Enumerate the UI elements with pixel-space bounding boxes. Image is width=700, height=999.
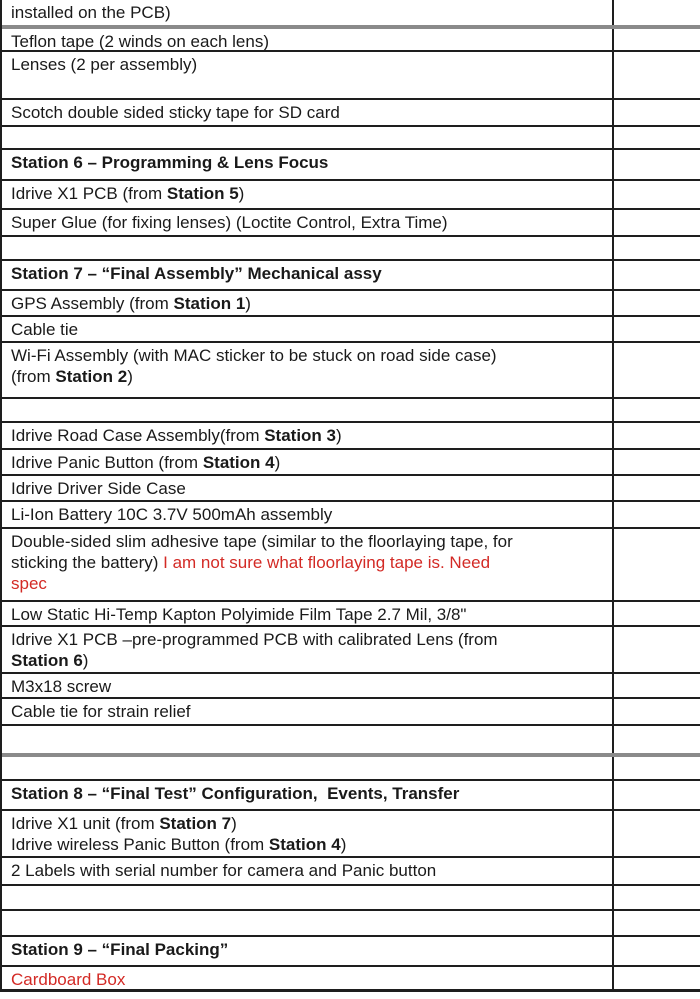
- empty-item-cell: [2, 757, 614, 779]
- item-text-line: [11, 478, 602, 499]
- item-cell: [2, 317, 614, 341]
- item-text: ): [274, 453, 281, 472]
- table-row: [2, 781, 700, 811]
- blank-cell: [614, 967, 700, 989]
- blank-cell: [614, 423, 700, 448]
- item-text-line: [11, 183, 602, 204]
- blank-cell: [614, 858, 700, 884]
- blank-cell: [614, 886, 700, 909]
- blank-cell: [614, 100, 700, 125]
- item-cell: [2, 627, 614, 672]
- blank-cell: [614, 0, 700, 25]
- blank-cell: [614, 699, 700, 724]
- item-text-line: [11, 452, 602, 473]
- table-row: [2, 29, 700, 52]
- item-text-line: [11, 969, 602, 989]
- blank-cell: [614, 450, 700, 474]
- blank-cell: [614, 261, 700, 289]
- item-cell: [2, 181, 614, 208]
- empty-item-cell: [2, 399, 614, 421]
- item-text: Wi-Fi Assembly (with MAC sticker to be stuck on road side case): [11, 346, 497, 365]
- item-text: Idrive wireless Panic Button (from: [11, 835, 269, 854]
- item-cell: [2, 967, 614, 989]
- table-row: [2, 674, 700, 699]
- item-text-line: [11, 860, 602, 881]
- table-row: [2, 502, 700, 529]
- blank-cell: [614, 627, 700, 672]
- item-text: ): [245, 294, 251, 313]
- bold-text-run: Station 4: [268, 835, 341, 854]
- table-row: [2, 210, 700, 237]
- item-cell: [2, 937, 614, 965]
- item-text-line: [11, 212, 602, 233]
- table-row: [2, 423, 700, 450]
- item-text: Cable tie: [11, 320, 79, 339]
- red-note-text: spec: [11, 574, 47, 593]
- bold-text-run: Station 7: [159, 814, 232, 833]
- table-row: [2, 450, 700, 476]
- item-cell: [2, 529, 614, 600]
- item-cell: [2, 291, 614, 315]
- item-text: (from: [11, 367, 56, 386]
- blank-cell: [614, 726, 700, 753]
- red-note-text: Cardboard Box: [11, 970, 126, 989]
- item-text-line: [11, 573, 602, 594]
- item-text-line: [11, 629, 602, 650]
- blank-cell: [614, 127, 700, 148]
- item-text-line: [11, 31, 602, 50]
- bold-text-run: Station 5: [166, 184, 239, 203]
- item-text-line: [11, 366, 602, 387]
- item-text-line: [11, 152, 602, 173]
- bold-text-run: Station 9 – “Final Packing”: [11, 940, 229, 959]
- item-text-line: [11, 293, 602, 314]
- item-cell: [2, 858, 614, 884]
- bold-text-run: Station 3: [264, 426, 336, 445]
- table-row: [2, 886, 700, 911]
- item-text: Idrive X1 unit (from: [11, 814, 160, 833]
- bold-text-run: Station 6 – Programming & Lens Focus: [11, 153, 329, 172]
- blank-cell: [614, 529, 700, 600]
- item-text: M3x18 screw: [11, 677, 112, 696]
- table-row: [2, 476, 700, 502]
- blank-cell: [614, 237, 700, 259]
- item-text: Idrive Panic Button (from: [11, 453, 203, 472]
- item-text: Teflon tape (2 winds on each lens): [11, 32, 269, 50]
- item-text: ): [127, 367, 133, 386]
- item-text-line: [11, 319, 602, 340]
- table-row: [2, 237, 700, 261]
- item-text-line: [11, 939, 602, 960]
- item-text: Idrive X1 PCB (from: [11, 184, 167, 203]
- item-text-line: [11, 54, 602, 75]
- bold-text-run: Station 4: [202, 453, 275, 472]
- item-text-line: [11, 650, 602, 671]
- item-cell: [2, 210, 614, 235]
- table-row: [2, 291, 700, 317]
- item-cell: [2, 781, 614, 809]
- bold-text-run: Station 8 – “Final Test” Configuration, Events, Transfer: [11, 784, 460, 803]
- blank-cell: [614, 150, 700, 179]
- item-text-line: [11, 425, 602, 446]
- item-text: Lenses (2 per assembly): [11, 55, 198, 74]
- blank-cell: [614, 781, 700, 809]
- item-text: 2 Labels with serial number for camera and Panic button: [11, 861, 437, 880]
- table-row: [2, 967, 700, 992]
- table-row: [2, 757, 700, 781]
- table-row: [2, 699, 700, 726]
- bold-text-run: Station 7 – “Final Assembly” Mechanical assy: [11, 264, 382, 283]
- table-row: [2, 399, 700, 423]
- item-cell: [2, 602, 614, 625]
- blank-cell: [614, 811, 700, 856]
- item-text-line: [11, 813, 602, 834]
- item-text: Cable tie for strain relief: [11, 702, 191, 721]
- item-cell: [2, 0, 614, 25]
- item-text: ): [238, 184, 245, 203]
- item-text-line: [11, 504, 602, 525]
- item-text: Idrive Driver Side Case: [11, 479, 186, 498]
- item-text: Double-sided slim adhesive tape (similar to the floorlaying tape, for: [11, 532, 513, 551]
- blank-cell: [614, 476, 700, 500]
- item-cell: [2, 150, 614, 179]
- blank-cell: [614, 502, 700, 527]
- blank-cell: [614, 52, 700, 98]
- item-text-line: [11, 701, 602, 722]
- item-text-line: [11, 604, 602, 625]
- bold-text-run: Station 2: [55, 367, 128, 386]
- item-text: Super Glue (for fixing lenses) (Loctite Control, Extra Time): [11, 213, 448, 232]
- table-row: [2, 911, 700, 937]
- empty-item-cell: [2, 726, 614, 753]
- blank-cell: [614, 602, 700, 625]
- item-text: GPS Assembly (from: [11, 294, 174, 313]
- empty-item-cell: [2, 886, 614, 909]
- table-row: [2, 150, 700, 181]
- item-cell: [2, 450, 614, 474]
- item-cell: [2, 52, 614, 98]
- blank-cell: [614, 399, 700, 421]
- item-text-line: [11, 552, 602, 573]
- bold-text-run: Station 1: [173, 294, 246, 313]
- blank-cell: [614, 757, 700, 779]
- item-text: Idrive Road Case Assembly(from: [11, 426, 265, 445]
- table-row: [2, 602, 700, 627]
- table-row: [2, 937, 700, 967]
- item-cell: [2, 674, 614, 697]
- red-note-text: I am not sure what floorlaying tape is. Need: [163, 553, 491, 572]
- item-text: ): [340, 835, 347, 854]
- blank-cell: [614, 291, 700, 315]
- item-text: ): [231, 814, 237, 833]
- table-row: [2, 726, 700, 757]
- table-row: [2, 343, 700, 399]
- blank-cell: [614, 911, 700, 935]
- item-text: Li-Ion Battery 10C 3.7V 500mAh assembly: [11, 505, 333, 524]
- table-row: [2, 127, 700, 150]
- blank-cell: [614, 674, 700, 697]
- empty-item-cell: [2, 127, 614, 148]
- item-text-line: [11, 263, 602, 284]
- item-cell: [2, 29, 614, 50]
- blank-cell: [614, 937, 700, 965]
- item-text-line: [11, 676, 602, 697]
- item-text-line: [11, 531, 602, 552]
- blank-cell: [614, 210, 700, 235]
- item-text-line: [11, 102, 602, 123]
- table-row: [2, 261, 700, 291]
- blank-cell: [614, 29, 700, 50]
- item-text-line: [11, 783, 602, 804]
- item-cell: [2, 343, 614, 397]
- table-row: [2, 529, 700, 602]
- item-text-line: [11, 2, 602, 23]
- table-row: [2, 181, 700, 210]
- item-text-line: [11, 834, 602, 855]
- table-row: [2, 52, 700, 100]
- item-cell: [2, 261, 614, 289]
- item-text: ): [82, 651, 89, 670]
- item-text: installed on the PCB): [11, 3, 171, 22]
- item-text: sticking the battery): [11, 553, 164, 572]
- item-text: Scotch double sided sticky tape for SD card: [11, 103, 340, 122]
- item-cell: [2, 100, 614, 125]
- table-row: [2, 317, 700, 343]
- item-cell: [2, 811, 614, 856]
- item-text: Idrive X1 PCB –pre-programmed PCB with calibrated Lens (from: [11, 630, 498, 649]
- item-text-line: [11, 345, 602, 366]
- item-cell: [2, 476, 614, 500]
- item-cell: [2, 699, 614, 724]
- item-text: ): [336, 426, 342, 445]
- blank-cell: [614, 181, 700, 208]
- table-row: [2, 100, 700, 127]
- table-row: [2, 811, 700, 858]
- table-row: [2, 0, 700, 29]
- blank-cell: [614, 317, 700, 341]
- item-cell: [2, 502, 614, 527]
- item-cell: [2, 423, 614, 448]
- table-row: [2, 858, 700, 886]
- item-text: Low Static Hi-Temp Kapton Polyimide Film Tape 2.7 Mil, 3/8": [11, 605, 467, 624]
- bold-text-run: Station 6: [11, 651, 83, 670]
- blank-cell: [614, 343, 700, 397]
- table-row: [2, 627, 700, 674]
- empty-item-cell: [2, 911, 614, 935]
- empty-item-cell: [2, 237, 614, 259]
